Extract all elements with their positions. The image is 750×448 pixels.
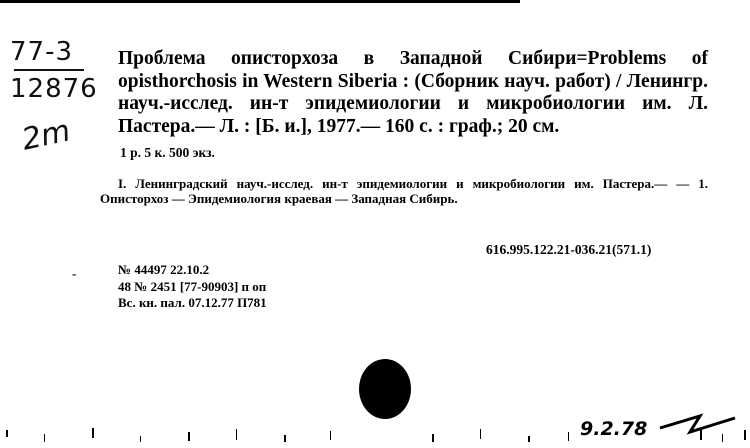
title-lead-word: Проблема — [118, 48, 206, 69]
registration-line-3: Вс. кн. пал. 07.12.77 П781 — [118, 295, 267, 310]
bibliographic-title-block — [118, 48, 708, 138]
registration-line-2: 48 № 2451 [77-90903] п оп — [118, 278, 267, 294]
subject-tracings: I. Ленинградский науч.-исслед. ин-т эпидемиологии и микробиологии им. Пастера.— — 1. Описторхоз — Эпидемиология краевая — Западная Сибирь. — [100, 176, 708, 206]
registration-line-1: № 44497 22.10.2 — [118, 262, 210, 277]
call-number-top: 77-3 — [10, 37, 74, 67]
price-and-print-run: 1 р. 5 к. 500 экз. — [120, 145, 215, 160]
handwritten-call-number — [10, 36, 98, 105]
udc-classification: 616.995.122.21-036.21(571.1) — [486, 242, 652, 257]
handwritten-date: 9.2.78 — [580, 418, 648, 440]
registration-block — [118, 262, 267, 312]
title-rest: описторхоза в Западной Сибири=Problems of opisthorchosis in Western Siberia : (Сборник науч. работ) / Ленингр. науч.-исслед. ин-т эпидемиологии и микробиологии им. Л. Пастера.— Л. : [Б. и.], 1977.— 160 с. : граф.; 20 см. — [118, 48, 708, 137]
margin-dash: - — [72, 266, 77, 281]
call-number-rule — [14, 69, 84, 71]
top-border-line — [0, 0, 520, 3]
handwritten-mark: 2m — [18, 113, 74, 158]
call-number-bottom: 12876 — [10, 74, 98, 104]
